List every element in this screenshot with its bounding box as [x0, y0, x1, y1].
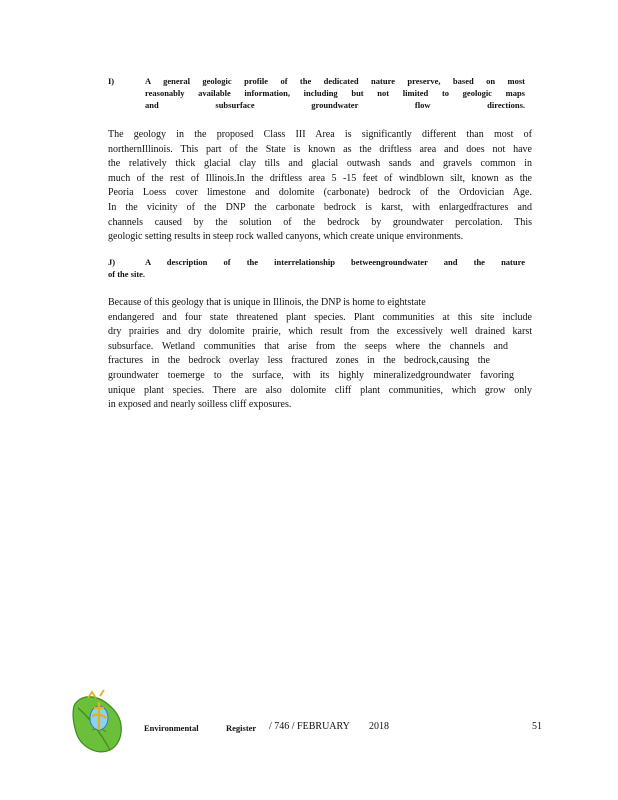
paragraph-line: geologic setting results in steep rock walled canyons, which create unique environments.	[108, 231, 464, 243]
paragraph-line: Peoria Loess cover limestone and dolomite (carbonate) bedrock of the Ordovician Age.	[108, 187, 532, 199]
paragraph-line: The geology in the proposed Class III Area is significantly different than most of	[108, 129, 532, 140]
groundwater-paragraph	[108, 296, 532, 413]
section-j-text	[145, 256, 525, 268]
paragraph-line: fractures in the bedrock overlay less fractured zones in the bedrock,causing the	[108, 355, 490, 367]
footer-issue: / 746 / FEBRUARY	[269, 721, 350, 732]
paragraph-line: Because of this geology that is unique in Illinois, the DNP is home to eightstate	[108, 297, 426, 308]
paragraph-line: dry prairies and dry dolomite prairie, which result from the excessively well drained karst	[108, 326, 532, 338]
paragraph-line: in exposed and nearly soilless cliff exposures.	[108, 399, 292, 411]
footer-page-number: 51	[532, 721, 542, 732]
paragraph-line: subsurface. Wetland communities that arise from the seeps where the channels and	[108, 340, 508, 352]
paragraph-line: groundwater toemerge to the surface, with its highly mineralizedgroundwater favoring	[108, 369, 514, 381]
paragraph-line: northernIllinois. This part of the State is known as the driftless area and does not have	[108, 143, 532, 155]
footer-year: 2018	[369, 721, 389, 732]
geology-paragraph	[108, 128, 532, 245]
section-j-line: of the site.	[108, 269, 146, 279]
section-j-line: A description of the interrelationship betweengroundwater and the nature	[145, 257, 525, 267]
footer-publication-word1: Environmental	[144, 723, 199, 733]
section-i-text	[145, 75, 525, 111]
paragraph-line: channels caused by the solution of the bedrock by groundwater percolation. This	[108, 216, 532, 228]
section-j-heading	[108, 256, 528, 284]
paragraph-line: unique plant species. There are also dolomite cliff plant communities, which grow only	[108, 384, 532, 396]
section-i-line: and subsurface groundwater flow directions.	[145, 100, 525, 110]
paragraph-line: much of the rest of Illinois.In the driftless area 5 -15 feet of windblown silt, known as the	[108, 172, 532, 184]
section-i-line: A general geologic profile of the dedicated nature preserve, based on most	[145, 76, 525, 86]
footer-publication-word2: Register	[226, 723, 257, 733]
paragraph-line: In the vicinity of the DNP the carbonate bedrock is karst, with enlargedfractures and	[108, 201, 532, 213]
paragraph-line: endangered and four state threatened plant species. Plant communities at this site include	[108, 311, 532, 323]
section-i-heading	[108, 75, 528, 115]
paragraph-line: the relatively thick glacial clay tills and glacial outwash sands and gravels common in	[108, 158, 532, 170]
section-i-label: I)	[108, 76, 115, 86]
section-j-label: J)	[108, 257, 116, 267]
section-i-line: reasonably available information, including but not limited to geologic maps	[145, 88, 525, 98]
leaf-logo-icon	[70, 688, 128, 756]
